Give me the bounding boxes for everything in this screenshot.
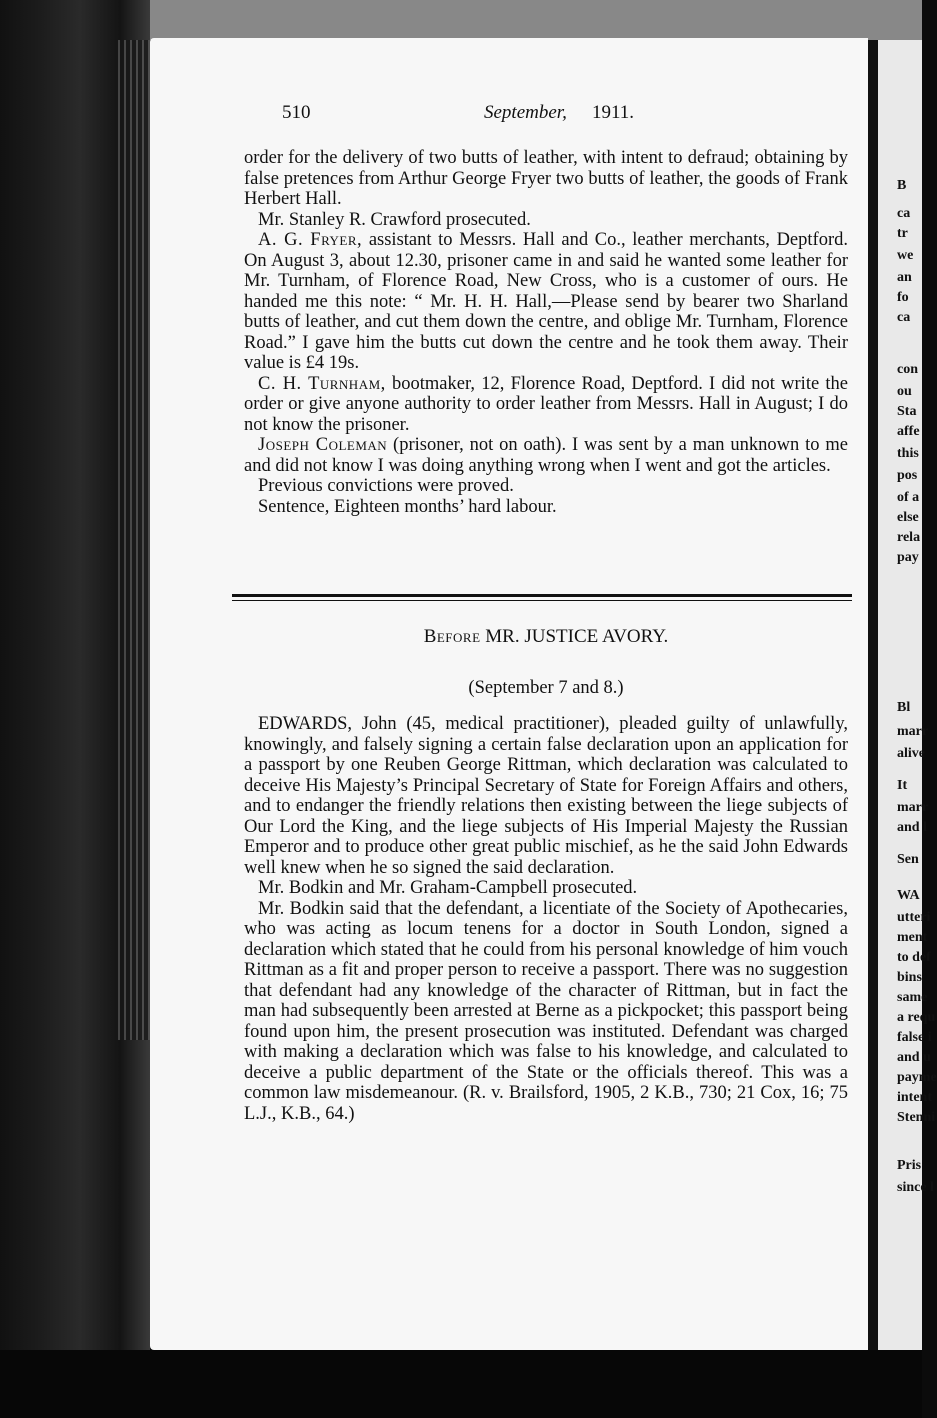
adjacent-line: Pris <box>897 1158 922 1173</box>
section-heading <box>244 626 848 648</box>
adjacent-line: same <box>897 990 928 1005</box>
adjacent-line: fo <box>897 290 909 305</box>
section-divider-thin <box>232 600 852 601</box>
case-edwards-text <box>244 714 848 1124</box>
adjacent-line: ca <box>897 310 911 325</box>
adjacent-line: Sta <box>897 404 917 419</box>
judge-name: MR. JUSTICE AVORY. <box>485 626 669 647</box>
running-year: 1911. <box>592 102 635 123</box>
adjacent-line: an <box>897 270 912 285</box>
prosecution-line: Mr. Bodkin and Mr. Graham-Campbell prosecuted. <box>258 878 638 898</box>
witness-fryer <box>244 230 848 374</box>
adjacent-line: intent <box>897 1090 932 1105</box>
prisoner-name: Joseph Coleman <box>258 435 388 455</box>
sitting-dates: (September 7 and 8.) <box>468 678 624 698</box>
witness-testimony: assistant to Messrs. Hall and Co., leather merchants, Deptford. On August 3, about 12.30, prisoner came in and said he wanted some leather for Mr. Turnham, of Florence Road, New Cross, who is a customer of ours. He handed me this note: “ Mr. H. H. Hall,—Please send by bearer two Sharland butts of leather, and cut them down the centre, and oblige Mr. Turnham, Florence Road.” I gave him the butts cut down the centre and he took them away. Their value is £4 19s. <box>244 230 848 373</box>
adjacent-line: marr <box>897 724 929 739</box>
prisoner-testimony: (prisoner, not on oath). I was sent by a man unknown to me and did not know I was doing anything wrong when I went and got the articles. <box>244 435 848 476</box>
section-divider-thick <box>232 594 852 597</box>
adjacent-line: to def <box>897 950 931 965</box>
adjacent-line: utteri <box>897 910 931 925</box>
witness-name: A. G. Fryer, <box>258 230 363 250</box>
adjacent-line: It <box>897 778 908 793</box>
adjacent-line: rela <box>897 530 921 545</box>
case-fryer-text <box>244 148 848 517</box>
adjacent-line: we <box>897 248 914 263</box>
previous-convictions: Previous convictions were proved. <box>258 476 514 496</box>
adjacent-line: of a <box>897 490 920 505</box>
indictment-continuation: order for the delivery of two butts of leather, with intent to defraud; obtaining by false pretences from Arthur George Fryer two butts of leather, the goods of Frank Herbert Hall. <box>244 148 848 209</box>
book-gutter <box>868 40 878 1370</box>
adjacent-line: else <box>897 510 919 525</box>
adjacent-line: ment <box>897 930 928 945</box>
adjacent-line: Stenni <box>897 1110 936 1125</box>
adjacent-line: alive <box>897 746 925 761</box>
adjacent-line: Bl <box>897 700 911 715</box>
sentence: Sentence, Eighteen months’ hard labour. <box>258 496 557 517</box>
page-stack-lines <box>118 40 152 1040</box>
adjacent-line: this <box>897 446 919 461</box>
adjacent-line: since l <box>897 1180 934 1195</box>
page-number: 510 <box>282 102 311 123</box>
prosecution-line: Mr. Stanley R. Crawford prosecuted. <box>258 209 531 230</box>
witness-testimony: bootmaker, 12, Florence Road, Deptford. I did not write the order or give anyone authority to order leather from Messrs. Hall in August; I do not know the prisoner. <box>244 373 849 435</box>
before-label: Before <box>423 626 481 647</box>
indictment-edwards: EDWARDS, John (45, medical practitioner), pleaded guilty of unlawfully, knowingly, and falsely signing a certain false declaration upon an application for a passport by one Reuben George Rittman, which declaration was calculated to deceive His Majesty’s Principal Secretary of State for Foreign Affairs and others, and to endanger the friendly relations then existing between the liege subjects of Our Lord the King, and the liege subjects of His Imperial Majesty the Russian Emperor and to produce other great public mischief, as he the said John Edwards well knew when he so signed the said declaration. <box>244 714 848 878</box>
counsel-statement: Mr. Bodkin said that the defendant, a licentiate of the Society of Apothecaries, who was acting as locum tenens for a doctor in South London, signed a declaration which stated that he could from his personal knowledge of him vouch Rittman as a fit and proper person to receive a passport. There was no suggestion that defendant had any knowledge of the character of Rittman, but in fact the man had subsequently been arrested at Berne as a pickpocket; this passport being found upon him, the present prosecution was instituted. Defendant was charged with making a declaration which was false to his knowledge, and calculated to deceive a public department of the State or the officials thereof. This was a common law misdemeanour. (R. v. Brailsford, 1905, 2 K.B., 730; 21 Cox, 16; 75 L.J., K.B., 64.) <box>244 898 848 1124</box>
adjacent-line: and u <box>897 1050 931 1065</box>
adjacent-line: tr <box>897 226 908 241</box>
adjacent-line: payme <box>897 1070 937 1085</box>
adjacent-line: con <box>897 362 918 377</box>
adjacent-line: pay <box>897 550 919 565</box>
adjacent-line: pos <box>897 468 918 483</box>
adjacent-line: marr <box>897 800 929 815</box>
adjacent-line: Sen <box>897 852 919 867</box>
adjacent-line: B <box>897 178 907 193</box>
adjacent-line: bins <box>897 970 922 985</box>
scan-bottom-margin <box>0 1350 922 1418</box>
adjacent-line: and l <box>897 820 927 835</box>
adjacent-line: ou <box>897 384 912 399</box>
adjacent-line: affe <box>897 424 920 439</box>
adjacent-line: ca <box>897 206 911 221</box>
adjacent-line: WA <box>897 888 920 903</box>
adjacent-line: false i <box>897 1030 932 1045</box>
prisoner-statement <box>244 435 848 476</box>
witness-name: C. H. Turnham, <box>258 373 386 394</box>
witness-turnham <box>244 374 848 436</box>
adjacent-line: a requ <box>897 1010 936 1025</box>
running-title: September, <box>484 102 567 123</box>
